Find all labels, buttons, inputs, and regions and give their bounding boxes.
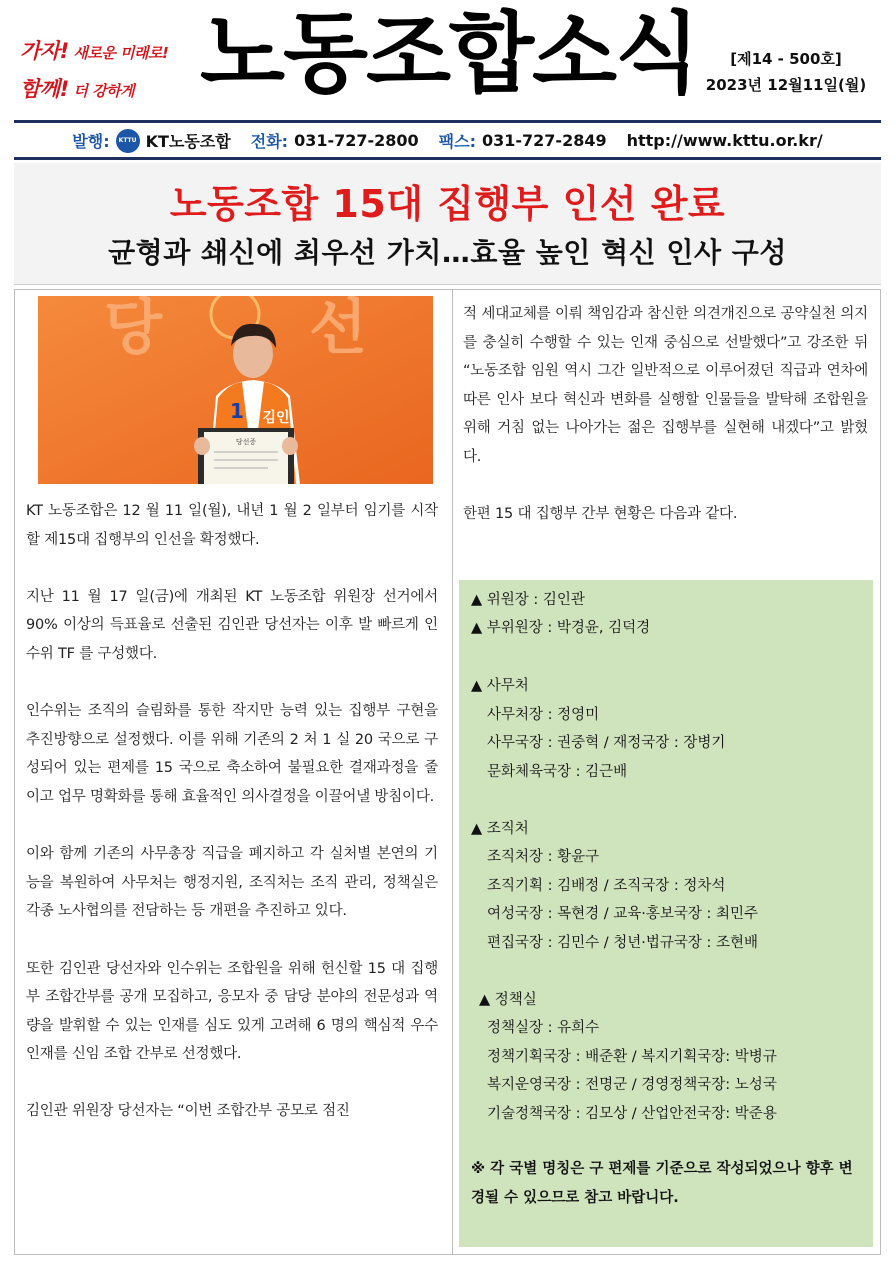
article-left-column [26, 497, 438, 1155]
headline-banner [14, 163, 881, 285]
slogan-line2-big: 함께! [20, 77, 69, 101]
policy-line: 기술정책국장 : 김모상 / 산업안전국장: 박준용 [487, 1106, 777, 1122]
fax-number: 031-727-2849 [481, 131, 607, 150]
secretariat-heading: ▲ 사무처 [471, 678, 529, 694]
website-link[interactable]: http://www.kttu.or.kr/ [626, 131, 823, 150]
vest-text: 김인 [262, 410, 290, 426]
article-paragraph: KT 노동조합은 12 월 11 일(월), 내년 1 월 2 일부터 임기를 시작할 제15대 집행부의 인선을 확정했다. [26, 503, 438, 548]
kttu-logo-icon: KTTU [116, 129, 140, 153]
article-paragraph: 이와 함께 기존의 사무총장 직급을 폐지하고 각 실처별 본연의 기능을 복원하여 사무처는 행정지원, 조직처는 조직 관리, 정책실은 각종 노사협의를 전담하는 등 개편을 추진하고 있다. [26, 846, 438, 920]
phone-number: 031-727-2800 [294, 131, 419, 150]
article-paragraph: 김인관 위원장 당선자는 “이번 조합간부 공모로 점진 [26, 1103, 350, 1120]
masthead-divider [14, 120, 881, 123]
slogan-line2-small: 더 강하게 [68, 82, 135, 100]
article-paragraph: 또한 김인관 당선자와 인수위는 조합원을 위해 헌신할 15 대 집행부 조합간부를 공개 모집하고, 응모자 중 담당 분야의 전문성과 역량을 발휘할 수 있는 인재를 심도 있게 고려해 6 명의 핵심적 우수인재를 신임 조합 간부로 선정했다. [26, 960, 438, 1063]
fax-label: 팩스: [438, 132, 476, 151]
backdrop-text-right: 선 [309, 296, 367, 363]
article-paragraph: 한편 15 대 집행부 간부 현황은 다음과 같다. [463, 506, 738, 523]
organization-line: 여성국장 : 목현경 / 교육·홍보국장 : 최민주 [487, 906, 759, 922]
organization-line: 조직처장 : 황윤구 [487, 849, 600, 865]
publisher-bar [14, 124, 881, 160]
headline: 노동조합 15대 집행부 인선 완료 [169, 182, 726, 226]
vice-chair-line: ▲ 부위원장 : 박경윤, 김덕경 [471, 620, 651, 636]
secretariat-line: 문화체육국장 : 김근배 [487, 764, 628, 780]
backdrop-text-left: 당 [104, 296, 162, 363]
article-paragraph: 인수위는 조직의 슬림화를 통한 작지만 능력 있는 집행부 구현을 추진방향으로 설정했다. 이를 위해 기존의 2 처 1 실 20 국으로 구성되어 있는 편제를 15 국으로 축소하여 불필요한 결재과정을 줄이고 업무 명확화를 통해 효율적인 의사결정을 이끌어낼 방침이다. [26, 703, 438, 805]
publisher-label: 발행: [72, 132, 110, 151]
issue-info [686, 46, 886, 98]
column-divider [452, 289, 453, 1255]
secretariat-line: 사무국장 : 권중혁 / 재정국장 : 장병기 [487, 735, 726, 751]
officials-note: ※ 각 국별 명칭은 구 편제를 기준으로 작성되었으나 향후 변경될 수 있으므로 참고 바랍니다. [471, 1161, 853, 1206]
policy-line: 정책실장 : 유희수 [487, 1020, 600, 1036]
article-paragraph: 적 세대교체를 이뤄 책임감과 참신한 의견개진으로 공약실천 의지를 충실히 수행할 수 있는 인재 중심으로 선발했다”고 강조한 뒤 “노동조합 임원 역시 그간 일반적으로 이루어졌던 직급과 연차에 따른 인사 보다 혁신과 변화를 실행할 인물들을 발탁해 조합원을 위해 거침 없는 나아가는 젊은 집행부를 실현해 내겠다”고 밝혔다. [463, 306, 868, 465]
publisher-name: KT노동조합 [145, 132, 231, 151]
organization-line: 조직기획 : 김배정 / 조직국장 : 정차석 [487, 878, 726, 894]
organization-line: 편집국장 : 김민수 / 청년·법규국장 : 조현배 [487, 935, 759, 951]
subheadline: 균형과 쇄신에 최우선 가치…효율 높인 혁신 인사 구성 [108, 236, 787, 269]
article-right-column [463, 300, 868, 557]
policy-heading: ▲ 정책실 [479, 992, 537, 1008]
slogan-line1-small: 새로운 미래로! [68, 44, 169, 62]
issue-date: 2023년 12월11일(월) [705, 76, 867, 94]
newsletter-title: 노동조합소식 [200, 2, 699, 105]
certificate-title: 당선증 [235, 438, 257, 446]
slogan-line1-big: 가자! [20, 39, 69, 63]
secretariat-line: 사무처장 : 정영미 [487, 707, 600, 723]
policy-line: 복지운영국장 : 전명군 / 경영정책국장: 노성국 [487, 1077, 777, 1093]
policy-line: 정책기획국장 : 배준환 / 복지기획국장: 박병규 [487, 1049, 777, 1065]
chair-line: ▲ 위원장 : 김인관 [471, 592, 585, 608]
vest-badge: 1 [230, 399, 244, 423]
organization-heading: ▲ 조직처 [471, 821, 529, 837]
issue-number: [제14 - 500호] [730, 50, 842, 68]
phone-label: 전화: [250, 132, 289, 151]
slogan [20, 35, 195, 103]
officials-box [459, 580, 873, 1247]
article-paragraph: 지난 11 월 17 일(금)에 개최된 KT 노동조합 위원장 선거에서 90% 이상의 득표율로 선출된 김인관 당선자는 이후 발 빠르게 인수위 TF 를 구성했다. [26, 588, 438, 662]
winner-photo [38, 296, 433, 484]
